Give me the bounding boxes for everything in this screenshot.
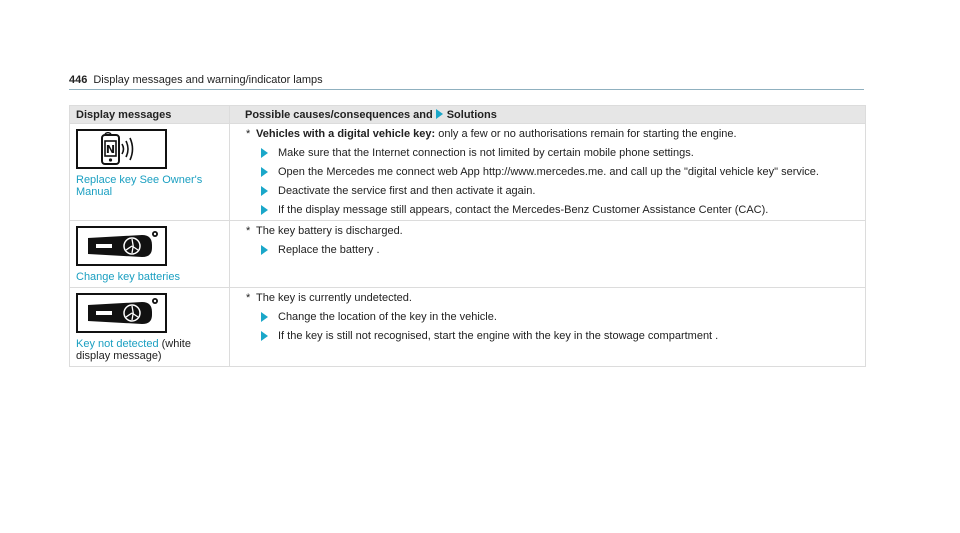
solution-step: Open the Mercedes me connect web App http://www.mercedes.me. and call up the "digital vehicle key" service. [246, 166, 859, 178]
arrow-right-icon [436, 109, 443, 119]
display-message-cell [70, 288, 230, 367]
digital-key-phone-icon [76, 129, 167, 169]
key-fob-icon [76, 226, 167, 266]
display-messages-table [69, 105, 866, 367]
key-fob-icon [76, 293, 167, 333]
solution-step: If the key is still not recognised, start the engine with the key in the stowage compartment . [246, 330, 859, 342]
page-header-title: Display messages and warning/indicator lamps [93, 74, 323, 86]
table-row [70, 288, 866, 367]
table-row [70, 124, 866, 221]
arrow-right-icon [261, 186, 268, 196]
display-message-cell [70, 221, 230, 288]
cause-text: * The key is currently undetected. [246, 292, 412, 304]
causes-solutions-cell [230, 221, 866, 288]
page-number: 446 [69, 74, 88, 86]
display-message-label: Change key batteries [76, 271, 180, 283]
table-row [70, 221, 866, 288]
causes-solutions-cell [230, 288, 866, 367]
cause-text: * The key battery is discharged. [246, 225, 403, 237]
page-header [69, 74, 323, 86]
solution-step: If the display message still appears, contact the Mercedes-Benz Customer Assistance Center (CAC). [246, 204, 859, 216]
cause-text: * Vehicles with a digital vehicle key: only a few or no authorisations remain for starting the engine. [246, 128, 737, 140]
arrow-right-icon [261, 245, 268, 255]
solution-step: Deactivate the service first and then activate it again. [246, 185, 859, 197]
arrow-right-icon [261, 148, 268, 158]
arrow-right-icon [261, 205, 268, 215]
arrow-right-icon [261, 331, 268, 341]
display-message-label: Key not detected (white display message) [76, 338, 191, 362]
column-header-display-messages: Display messages [70, 106, 230, 124]
solution-step: Change the location of the key in the vehicle. [246, 311, 859, 323]
solution-step: Replace the battery . [246, 244, 859, 256]
arrow-right-icon [261, 312, 268, 322]
column-header-causes: Possible causes/consequences and [245, 108, 433, 121]
header-divider [69, 89, 864, 90]
causes-solutions-cell [230, 124, 866, 221]
column-header-causes-solutions [230, 106, 866, 124]
arrow-right-icon [261, 167, 268, 177]
display-message-cell [70, 124, 230, 221]
svg-text:N: N [105, 143, 115, 156]
solution-step: Make sure that the Internet connection is not limited by certain mobile phone settings. [246, 147, 859, 159]
display-message-label: Replace key See Owner's Manual [76, 174, 203, 198]
column-header-solutions: Solutions [446, 108, 497, 121]
table-header-row [70, 106, 866, 124]
display-message-note: (white display message) [76, 338, 191, 362]
